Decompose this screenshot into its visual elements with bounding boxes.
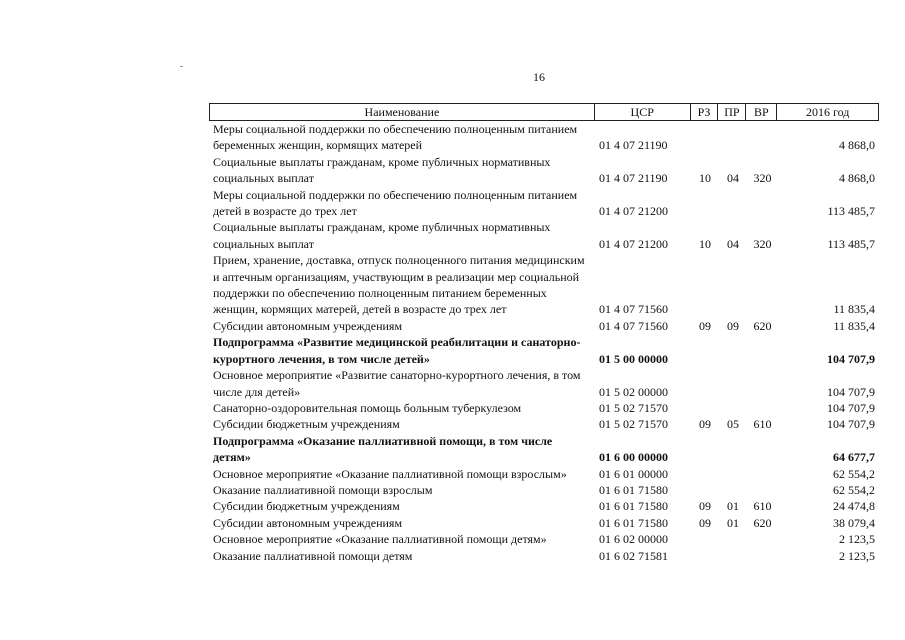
row-sum: 11 835,4 <box>833 302 875 317</box>
row-csr: 01 5 00 00000 <box>599 351 668 366</box>
row-sum: 4 868,0 <box>839 171 875 186</box>
table-row <box>209 482 879 498</box>
row-vr: 320 <box>753 236 772 251</box>
row-name: Подпрограмма «Оказание паллиативной помощи, в том числе детям» <box>213 433 553 465</box>
row-sum: 104 707,9 <box>827 351 875 366</box>
table-row <box>209 334 879 367</box>
row-rz: 09 <box>699 499 711 514</box>
table-row <box>209 548 879 564</box>
scan-mark <box>180 66 183 67</box>
row-name: Оказание паллиативной помощи взрослым <box>213 482 433 497</box>
row-name: Основное мероприятие «Развитие санаторно-курортного лечения, в том числе для детей» <box>213 368 581 399</box>
row-csr: 01 5 02 00000 <box>599 384 668 399</box>
table-header <box>209 103 879 121</box>
header-name: Наименование <box>210 104 595 120</box>
row-name: Субсидии автономным учреждениям <box>213 515 403 530</box>
table-row <box>209 433 879 466</box>
row-vr: 620 <box>753 515 772 530</box>
row-rz: 10 <box>699 236 711 251</box>
table-row <box>209 154 879 187</box>
row-csr: 01 4 07 21190 <box>599 138 668 153</box>
row-sum: 62 554,2 <box>833 482 875 497</box>
row-csr: 01 5 02 71570 <box>599 417 668 432</box>
row-vr: 320 <box>753 171 772 186</box>
row-sum: 11 835,4 <box>833 318 875 333</box>
row-name: Субсидии автономным учреждениям <box>213 318 403 333</box>
row-csr: 01 4 07 21200 <box>599 236 668 251</box>
row-sum: 113 485,7 <box>827 236 875 251</box>
table-row <box>209 498 879 514</box>
row-pr: 01 <box>727 499 739 514</box>
page-number: 16 <box>533 70 545 84</box>
table-row <box>209 318 879 334</box>
header-pr: ПР <box>718 104 746 120</box>
row-name: Социальные выплаты гражданам, кроме публичных нормативных социальных выплат <box>213 220 551 251</box>
row-vr: 610 <box>753 417 772 432</box>
row-csr: 01 6 01 71580 <box>599 482 668 497</box>
row-sum: 64 677,7 <box>833 450 875 465</box>
row-name: Основное мероприятие «Оказание паллиативной помощи взрослым» <box>213 466 567 481</box>
table-row <box>209 252 879 318</box>
row-rz: 09 <box>699 417 711 432</box>
row-sum: 38 079,4 <box>833 515 875 530</box>
table-row <box>209 121 879 154</box>
table-row <box>209 219 879 252</box>
row-pr: 04 <box>727 236 739 251</box>
row-name: Меры социальной поддержки по обеспечению полноценным питанием детей в возрасте до трех лет <box>213 187 578 219</box>
header-vr: ВР <box>746 104 777 120</box>
row-csr: 01 6 00 00000 <box>599 450 668 465</box>
row-name: Подпрограмма «Развитие медицинской реабилитации и санаторно-курортного лечения, в том числе детей» <box>213 335 581 366</box>
row-pr: 04 <box>727 171 739 186</box>
row-vr: 610 <box>753 499 772 514</box>
row-name: Прием, хранение, доставка, отпуск полноценного питания медицинским и аптечным организациям, участвующим в реализации мер социальной поддержки по обеспечению полноценным питанием беременных женщин, кормящих матерей, детей в возрасте до трех лет <box>213 253 585 317</box>
row-rz: 09 <box>699 318 711 333</box>
row-sum: 104 707,9 <box>827 384 875 399</box>
row-name: Санаторно-оздоровительная помощь больным туберкулезом <box>213 400 522 415</box>
row-csr: 01 5 02 71570 <box>599 400 668 415</box>
row-csr: 01 6 01 00000 <box>599 466 668 481</box>
row-name: Меры социальной поддержки по обеспечению полноценным питанием беременных женщин, кормящих матерей <box>213 122 578 153</box>
row-pr: 01 <box>727 515 739 530</box>
row-name: Субсидии бюджетным учреждениям <box>213 417 400 432</box>
row-csr: 01 4 07 21190 <box>599 171 668 186</box>
row-csr: 01 4 07 71560 <box>599 318 668 333</box>
row-name: Оказание паллиативной помощи детям <box>213 548 413 563</box>
row-sum: 113 485,7 <box>827 204 875 219</box>
row-pr: 09 <box>727 318 739 333</box>
row-rz: 10 <box>699 171 711 186</box>
header-rz: РЗ <box>691 104 719 120</box>
table-row <box>209 367 879 400</box>
row-csr: 01 6 01 71580 <box>599 515 668 530</box>
row-name: Социальные выплаты гражданам, кроме публичных нормативных социальных выплат <box>213 154 551 186</box>
row-sum: 24 474,8 <box>833 499 875 514</box>
table-row <box>209 400 879 416</box>
row-csr: 01 6 02 71581 <box>599 548 668 563</box>
row-pr: 05 <box>727 417 739 432</box>
table-row <box>209 187 879 220</box>
row-sum: 104 707,9 <box>827 417 875 432</box>
row-csr: 01 4 07 71560 <box>599 302 668 317</box>
row-rz: 09 <box>699 515 711 530</box>
budget-table <box>209 103 879 564</box>
table-body <box>209 121 879 564</box>
row-name: Субсидии бюджетным учреждениям <box>213 499 400 514</box>
header-csr: ЦСР <box>595 104 691 120</box>
row-csr: 01 6 01 71580 <box>599 499 668 514</box>
row-csr: 01 4 07 21200 <box>599 204 668 219</box>
table-row <box>209 466 879 482</box>
row-sum: 2 123,5 <box>839 548 875 563</box>
table-row <box>209 416 879 432</box>
table-row <box>209 531 879 547</box>
row-sum: 62 554,2 <box>833 466 875 481</box>
row-csr: 01 6 02 00000 <box>599 532 668 547</box>
table-row <box>209 515 879 531</box>
row-sum: 104 707,9 <box>827 400 875 415</box>
header-sum: 2016 год <box>805 105 850 119</box>
row-sum: 2 123,5 <box>839 532 875 547</box>
row-sum: 4 868,0 <box>839 138 875 153</box>
row-vr: 620 <box>753 318 772 333</box>
row-name: Основное мероприятие «Оказание паллиативной помощи детям» <box>213 532 547 547</box>
